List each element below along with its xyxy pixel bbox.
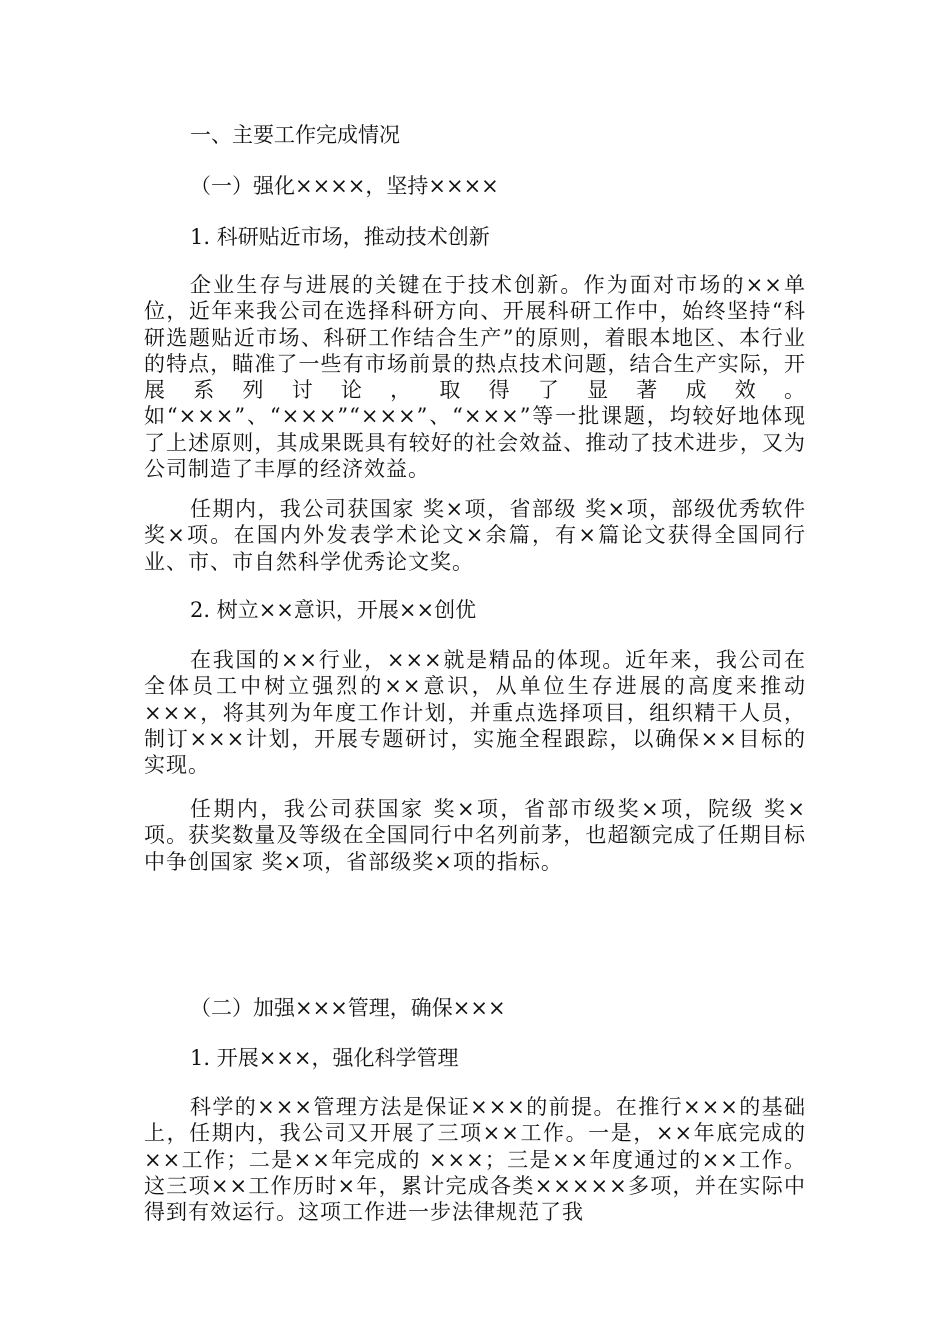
- body-paragraph: 在我国的××行业，×××就是精品的体现。近年来，我公司在全体员工中树立强烈的××意识，从单位生存进展的高度来推动×××，将其列为年度工作计划，并重点选择项目，组织精干人员，制订×××计划，开展专题研讨，实施全程跟踪，以确保××目标的实现。: [144, 648, 806, 778]
- item-heading: 2. 树立××意识，开展××创优: [190, 598, 477, 622]
- subsection-heading: （二）加强×××管理，确保×××: [190, 996, 506, 1020]
- body-paragraph: 企业生存与进展的关键在于技术创新。作为面对市场的××单位，近年来我公司在选择科研方向、开展科研工作中，始终坚持“科研选题贴近市场、科研工作结合生产”的原则，着眼本地区、本行业的特点，瞄准了一些有市场前景的热点技术问题，结合生产实际，开展系列讨论，取得了显著成效。如“×××”、“×××”“×××”、“×××”等一批课题，均较好地体现了上述原则，其成果既具有较好的社会效益、推动了技术进步，又为公司制造了丰厚的经济效益。: [144, 273, 806, 482]
- body-paragraph: 任期内，我公司获国家 奖×项，省部市级奖×项，院级 奖×项。获奖数量及等级在全国同行中名列前茅，也超额完成了任期目标中争创国家 奖×项，省部级奖×项的指标。: [144, 797, 806, 874]
- item-heading: 1. 开展×××，强化科学管理: [190, 1046, 459, 1070]
- body-paragraph: 任期内，我公司获国家 奖×项，省部级 奖×项，部级优秀软件奖×项。在国内外发表学术论文×余篇，有×篇论文获得全国同行业、市、市自然科学优秀论文奖。: [144, 497, 806, 574]
- body-paragraph: 科学的×××管理方法是保证×××的前提。在推行×××的基础上，任期内，我公司又开展了三项××工作。一是，××年底完成的××工作；二是××年完成的 ×××；三是××年度通过的××工作。这三项××工作历时×年，累计完成各类×××××多项，并在实际中得到有效运行。这项工作进一步法律规范了我: [144, 1095, 806, 1225]
- section-heading: 一、主要工作完成情况: [190, 123, 400, 147]
- subsection-heading: （一）强化××××，坚持××××: [190, 174, 499, 198]
- item-heading: 1. 科研贴近市场，推动技术创新: [190, 225, 490, 249]
